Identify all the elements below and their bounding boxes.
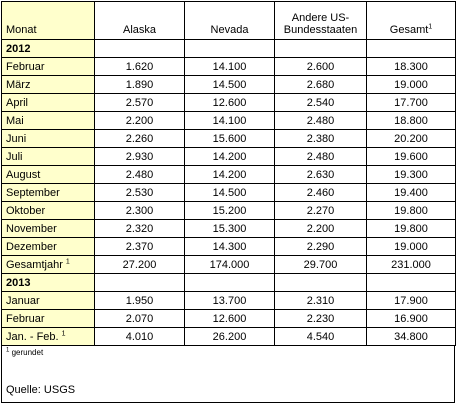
total-row (2, 328, 456, 346)
alaska-cell: 1.620 (95, 58, 185, 76)
alaska-cell: 1.950 (95, 292, 185, 310)
month-cell: Februar (2, 310, 95, 328)
production-table (1, 1, 456, 346)
table-row (2, 310, 456, 328)
gesamt-cell: 34.800 (367, 328, 456, 346)
andere-cell: 2.480 (275, 148, 367, 166)
year-label: 2012 (2, 40, 95, 58)
alaska-cell: 1.890 (95, 76, 185, 94)
month-cell: September (2, 184, 95, 202)
empty-cell (185, 40, 275, 58)
nevada-cell: 14.200 (185, 166, 275, 184)
nevada-cell: 14.200 (185, 148, 275, 166)
gesamt-cell: 231.000 (367, 256, 456, 274)
year-label: 2013 (2, 274, 95, 292)
total-row (2, 256, 456, 274)
alaska-cell: 2.930 (95, 148, 185, 166)
nevada-cell: 14.500 (185, 184, 275, 202)
alaska-cell: 2.530 (95, 184, 185, 202)
alaska-cell: 2.200 (95, 112, 185, 130)
alaska-cell: 4.010 (95, 328, 185, 346)
footnote: $^1$ gerundet (6, 347, 44, 357)
andere-cell: 29.700 (275, 256, 367, 274)
empty-cell (367, 274, 456, 292)
table-row (2, 94, 456, 112)
andere-cell: 2.680 (275, 76, 367, 94)
gesamt-cell: 19.800 (367, 202, 456, 220)
alaska-cell: 2.570 (95, 94, 185, 112)
month-cell: Januar (2, 292, 95, 310)
nevada-cell: 174.000 (185, 256, 275, 274)
empty-cell (275, 40, 367, 58)
footnote-box (1, 345, 455, 403)
andere-cell: 2.230 (275, 310, 367, 328)
alaska-cell: 2.370 (95, 238, 185, 256)
empty-cell (185, 274, 275, 292)
alaska-cell: 2.300 (95, 202, 185, 220)
table-row (2, 292, 456, 310)
month-cell: Juni (2, 130, 95, 148)
nevada-cell: 14.500 (185, 76, 275, 94)
nevada-cell: 15.300 (185, 220, 275, 238)
table-row (2, 76, 456, 94)
month-cell: Dezember (2, 238, 95, 256)
gesamt-cell: 17.700 (367, 94, 456, 112)
header-monat: Monat (2, 2, 95, 40)
gesamt-cell: 19.000 (367, 76, 456, 94)
header-gesamt: Gesamt$^1$ (367, 2, 456, 40)
empty-cell (275, 274, 367, 292)
nevada-cell: 14.100 (185, 112, 275, 130)
nevada-cell: 15.200 (185, 202, 275, 220)
month-cell: Gesamtjahr $^1$ (2, 256, 95, 274)
alaska-cell: 2.320 (95, 220, 185, 238)
nevada-cell: 15.600 (185, 130, 275, 148)
empty-cell (367, 40, 456, 58)
month-cell: Jan. - Feb. $^1$ (2, 328, 95, 346)
table-row (2, 130, 456, 148)
header-row (2, 2, 456, 40)
nevada-cell: 12.600 (185, 94, 275, 112)
month-cell: August (2, 166, 95, 184)
andere-cell: 4.540 (275, 328, 367, 346)
header-nevada: Nevada (185, 2, 275, 40)
gesamt-cell: 19.400 (367, 184, 456, 202)
month-cell: April (2, 94, 95, 112)
table-row (2, 166, 456, 184)
andere-cell: 2.200 (275, 220, 367, 238)
table-row (2, 202, 456, 220)
gesamt-cell: 17.900 (367, 292, 456, 310)
alaska-cell: 2.480 (95, 166, 185, 184)
gesamt-cell: 16.900 (367, 310, 456, 328)
andere-cell: 2.310 (275, 292, 367, 310)
table-row (2, 58, 456, 76)
year-row (2, 274, 456, 292)
gesamt-cell: 19.000 (367, 238, 456, 256)
table-row (2, 112, 456, 130)
andere-cell: 2.600 (275, 58, 367, 76)
month-cell: März (2, 76, 95, 94)
nevada-cell: 14.100 (185, 58, 275, 76)
nevada-cell: 14.300 (185, 238, 275, 256)
nevada-cell: 26.200 (185, 328, 275, 346)
andere-cell: 2.380 (275, 130, 367, 148)
andere-cell: 2.460 (275, 184, 367, 202)
gesamt-cell: 18.800 (367, 112, 456, 130)
gesamt-cell: 19.800 (367, 220, 456, 238)
andere-cell: 2.630 (275, 166, 367, 184)
month-cell: Oktober (2, 202, 95, 220)
alaska-cell: 2.260 (95, 130, 185, 148)
month-cell: November (2, 220, 95, 238)
alaska-cell: 27.200 (95, 256, 185, 274)
nevada-cell: 13.700 (185, 292, 275, 310)
alaska-cell: 2.070 (95, 310, 185, 328)
table-row (2, 238, 456, 256)
source-label: Quelle: USGS (6, 384, 76, 396)
gesamt-cell: 20.200 (367, 130, 456, 148)
table-row (2, 148, 456, 166)
andere-cell: 2.480 (275, 112, 367, 130)
table-row (2, 184, 456, 202)
gesamt-cell: 19.600 (367, 148, 456, 166)
andere-cell: 2.290 (275, 238, 367, 256)
nevada-cell: 12.600 (185, 310, 275, 328)
gesamt-cell: 19.300 (367, 166, 456, 184)
month-cell: Mai (2, 112, 95, 130)
year-row (2, 40, 456, 58)
month-cell: Juli (2, 148, 95, 166)
empty-cell (95, 40, 185, 58)
header-alaska: Alaska (95, 2, 185, 40)
table-row (2, 220, 456, 238)
gesamt-cell: 18.300 (367, 58, 456, 76)
andere-cell: 2.540 (275, 94, 367, 112)
header-andere: Andere US- Bundesstaaten (275, 2, 367, 40)
empty-cell (95, 274, 185, 292)
month-cell: Februar (2, 58, 95, 76)
andere-cell: 2.270 (275, 202, 367, 220)
